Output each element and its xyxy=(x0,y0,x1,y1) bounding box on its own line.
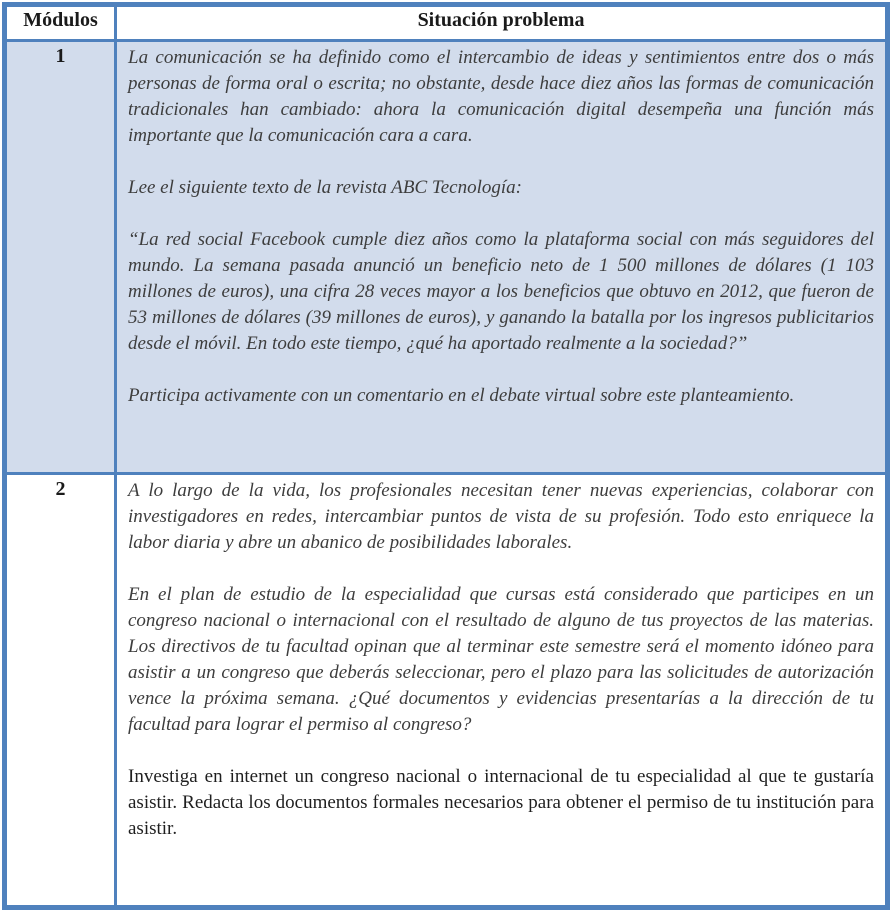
situation-paragraph: La comunicación se ha definido como el intercambio de ideas y sentimientos entre dos o más personas de forma oral o escrita; no obstante, desde hace diez años las formas de comunicación tradicionales han cambiado: ahora la comunicación digital desempeña una función más importante que la comunicación cara a cara. xyxy=(128,47,874,146)
situation-cell xyxy=(116,473,888,907)
module-number-cell: 2 xyxy=(5,473,116,907)
situation-paragraph: En el plan de estudio de la especialidad que cursas está considerado que participes en un congreso nacional o internacional con el resultado de alguno de tus proyectos de las materias. Los directivos de tu facultad opinan que al terminar este semestre será el momento idóneo para asistir a un congreso que deberás seleccionar, pero el plazo para las solicitudes de autorización vence la próxima semana. ¿Qué documentos y evidencias presentarías a la dirección de tu facultad para lograr el permiso al congreso? xyxy=(128,583,874,735)
modules-table xyxy=(2,2,890,910)
table-body xyxy=(5,41,888,908)
situation-paragraph: Investiga en internet un congreso nacional o internacional de tu especialidad al que te gustaría asistir. Redacta los documentos formales necesarios para obtener el permiso de tu institución para asistir. xyxy=(128,765,874,839)
situation-cell xyxy=(116,41,888,474)
column-header-situacion-problema: Situación problema xyxy=(116,5,888,41)
module-number-cell: 1 xyxy=(5,41,116,474)
situation-paragraph: Participa activamente con un comentario en el debate virtual sobre este planteamiento. xyxy=(128,385,795,406)
table-row xyxy=(5,41,888,474)
column-header-modulos: Módulos xyxy=(5,5,116,41)
situation-paragraph: “La red social Facebook cumple diez años como la plataforma social con más seguidores del mundo. La semana pasada anunció un beneficio neto de 1 500 millones de dólares (1 103 millones de euros), una cifra 28 veces mayor a los beneficios que obtuvo en 2012, que fueron de 53 millones de dólares (39 millones de euros), y ganando la batalla por los ingresos publicitarios desde el móvil. En todo este tiempo, ¿qué ha aportado realmente a la sociedad?” xyxy=(128,229,874,354)
table-row xyxy=(5,473,888,907)
situation-paragraph: Lee el siguiente texto de la revista ABC Tecnología: xyxy=(128,177,522,198)
situation-paragraph: A lo largo de la vida, los profesionales necesitan tener nuevas experiencias, colaborar con investigadores en redes, intercambiar puntos de vista de su profesión. Todo esto enriquece la labor diaria y abre un abanico de posibilidades laborales. xyxy=(128,479,874,553)
header-row xyxy=(5,5,888,41)
table-header xyxy=(5,5,888,41)
